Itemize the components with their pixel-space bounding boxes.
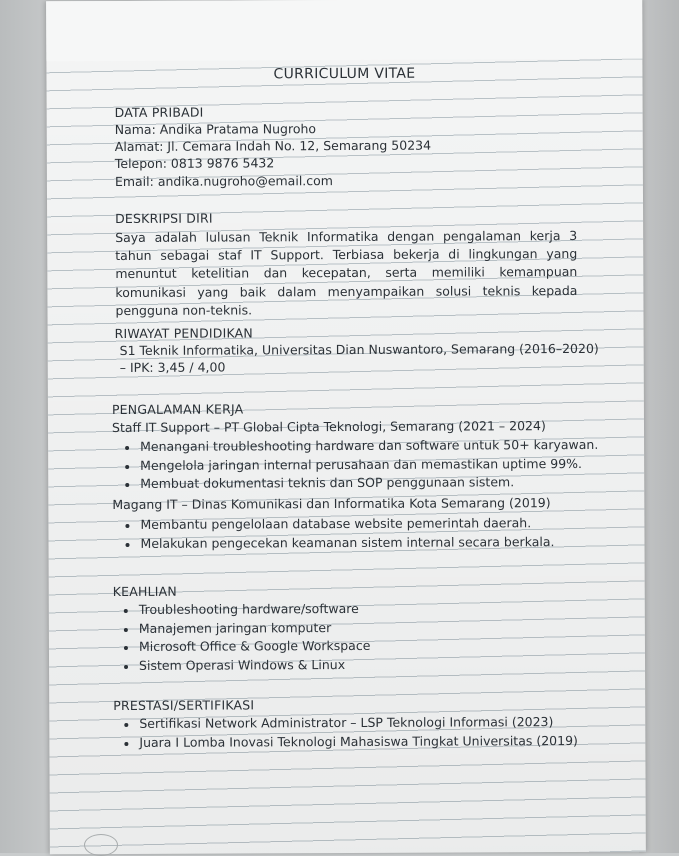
list-item: Membantu pengelolaan database website pemerintah daerah. [118,514,554,534]
list-item: Troubleshooting hardware/software [117,600,371,620]
section-heading-deskripsi-diri: DESKRIPSI DIRI [115,210,213,227]
education-ipk: – IPK: 3,45 / 4,00 [119,359,226,375]
list-item: Manajemen jaringan komputer [117,618,371,638]
job-title-2: Magang IT – Dinas Komunikasi dan Informatika Kota Semarang (2019) [112,495,551,513]
section-heading-prestasi: PRESTASI/SERTIFIKASI [113,697,255,714]
job-title-1: Staff IT Support – PT Global Cipta Teknologi, Semarang (2021 – 2024) [111,418,546,436]
personal-phone: Telepon: 0813 9876 5432 [114,155,275,172]
list-item: Sertifikasi Network Administrator – LSP Teknologi Informasi (2023) [117,713,578,734]
personal-name: Nama: Andika Pratama Nugroho [114,121,317,138]
personal-address: Alamat: Jl. Cemara Indah No. 12, Semarang 50234 [114,137,432,155]
page-title: CURRICULUM VITAE [273,65,416,83]
list-item: Microsoft Office & Google Workspace [117,637,371,657]
personal-email: Email: andika.nugroho@email.com [114,173,333,190]
list-item: Mengelola jaringan internal perusahaan dan memastikan uptime 99%. [118,454,598,475]
list-item: Membuat dokumentasi teknis dan SOP penggunaan sistem. [118,473,598,494]
section-heading-data-pribadi: DATA PRIBADI [114,104,204,121]
list-item: Sistem Operasi Windows & Linux [117,655,371,675]
job-1-points [118,436,598,494]
list-item: Juara I Lomba Inovasi Teknologi Mahasiswa Tingkat Universitas (2019) [117,731,578,752]
cv-content [46,0,646,854]
achievements-list [117,713,578,752]
job-2-points [118,514,554,553]
section-heading-keahlian: KEAHLIAN [112,583,177,600]
paper-sheet [46,0,646,854]
section-heading-riwayat-pendidikan: RIWAYAT PENDIDIKAN [114,325,253,342]
education-degree: S1 Teknik Informatika, Universitas Dian Nuswantoro, Semarang (2016–2020) [119,340,599,358]
list-item: Menangani troubleshooting hardware dan software untuk 50+ karyawan. [118,436,598,457]
list-item: Melakukan pengecekan keamanan sistem internal secara berkala. [118,533,554,553]
section-heading-pengalaman-kerja: PENGALAMAN KERJA [111,401,244,418]
self-description: Saya adalah lulusan Teknik Informatika dengan pengalaman kerja 3 tahun sebagai staf IT Support. Terbiasa bekerja di lingkungan yang menuntut ketelitian dan kecepatan, serta memiliki kemampuan komunikasi yang baik dalam menyampaikan solusi teknis kepada pengguna non-teknis. [115,227,578,318]
skills-list [117,600,371,675]
